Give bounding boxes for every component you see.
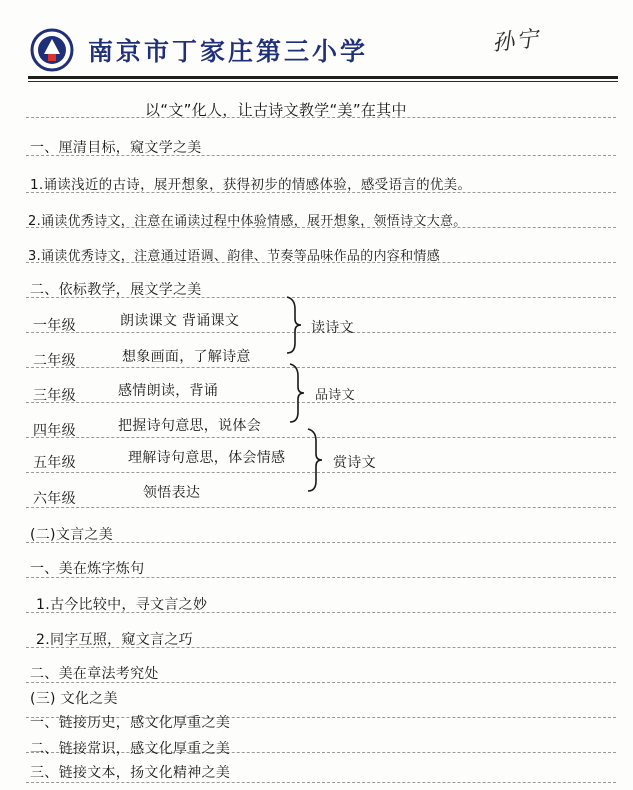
section-language-heading: (二)文言之美 [30,527,114,543]
school-logo-icon [30,28,74,72]
culture-item-3: 三、链接文本，扬文化精神之美 [30,765,231,781]
school-name: 南京市丁家庄第三小学 [88,37,369,66]
ruled-line [26,507,616,508]
grade-task: 朗读课文 背诵课文 [120,313,240,329]
ruled-line [26,542,616,543]
page-header [0,0,633,86]
grade-label: 四年级 [33,423,76,439]
grade-label: 二年级 [33,353,76,369]
ruled-line [26,367,616,368]
section-1-heading: 一、厘清目标，窥文学之美 [30,140,202,156]
header-rule [28,76,618,79]
language-item-1: 1.古今比较中，寻文言之妙 [36,597,208,613]
grade-label: 一年级 [33,318,76,334]
grade-label: 六年级 [33,491,76,507]
section-1-item-3: 3.诵读优秀诗文，注意通过语调、韵律、节奏等品味作品的内容和情感 [28,249,441,264]
language-item-2: 2.同字互照，窥文言之巧 [36,632,193,648]
section-1-item-1: 1.诵读浅近的古诗，展开想象，获得初步的情感体验，感受语言的优美。 [30,177,472,193]
section-2-heading: 二、依标教学，展文学之美 [30,282,202,298]
handwritten-signature: 孙宁 [491,26,542,57]
grade-task: 领悟表达 [143,485,201,501]
brace-icon [283,295,303,355]
header-rule-thin [28,81,618,82]
grade-task: 把握诗句意思，说体会 [118,418,261,434]
notes-title: 以“文”化人，让古诗文教学“美”在其中 [145,101,407,119]
language-subheading-2: 二、美在章法考究处 [30,666,159,682]
grade-task: 感情朗读，背诵 [118,383,219,399]
group-label: 赏诗文 [333,455,376,471]
group-label: 读诗文 [311,320,354,336]
grade-task: 想象画面，了解诗意 [122,349,251,365]
section-culture-heading: (三) 文化之美 [30,691,118,707]
culture-item-2: 二、链接常识，感文化厚重之美 [30,741,231,757]
language-subheading-1: 一、美在炼字炼句 [30,561,145,577]
grade-label: 五年级 [33,455,76,471]
brace-icon [304,427,324,493]
group-label: 品诗文 [315,388,355,403]
grade-label: 三年级 [33,388,76,404]
section-1-item-2: 2.诵读优秀诗文，注意在诵读过程中体验情感，展开想象，领悟诗文大意。 [28,214,467,229]
grade-task: 理解诗句意思，体会情感 [128,450,286,466]
ruled-line [26,782,616,783]
brace-icon [286,362,306,424]
culture-item-1: 一、链接历史，感文化厚重之美 [30,715,231,731]
